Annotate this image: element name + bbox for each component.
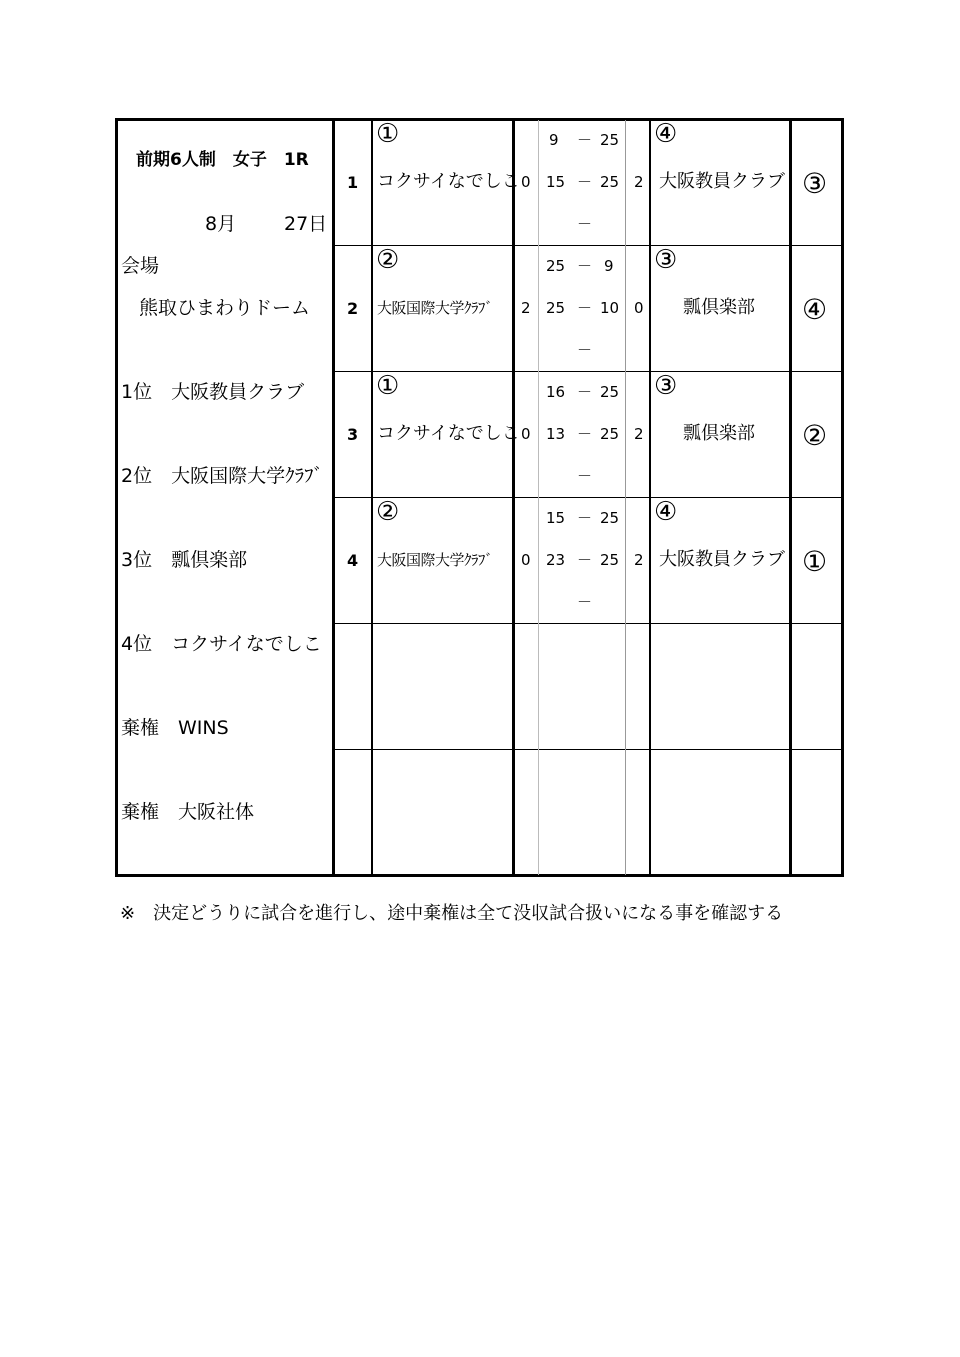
footnote: ※ 決定どうりに試合を進行し、途中棄権は全て没収試合扱いになる事を確認する <box>120 903 784 924</box>
col-divider-team-b <box>789 120 792 875</box>
ranking-item: 1位 大阪教員クラブ <box>121 381 305 403</box>
score-b: 10 <box>600 299 620 317</box>
score-dash: － <box>577 341 593 359</box>
score-dash: － <box>577 215 593 233</box>
team-a-sets: 0 <box>521 425 531 443</box>
team-b-name: 瓢倶楽部 <box>683 423 755 444</box>
col-divider-sets-a <box>538 120 539 875</box>
score-a: 15 <box>546 173 566 191</box>
score-b: 25 <box>600 383 620 401</box>
col-divider-no <box>371 120 373 875</box>
team-b-seed: ④ <box>654 497 678 527</box>
ranking-item: 棄権 WINS <box>121 717 229 739</box>
ranking-item: 4位 コクサイなでしこ <box>121 633 322 655</box>
team-b-sets: 0 <box>634 299 644 317</box>
score-b: 25 <box>600 173 620 191</box>
ranking-item: 3位 瓢倶楽部 <box>121 549 248 571</box>
ranking-item: 棄権 大阪社体 <box>121 801 255 823</box>
score-b: 25 <box>600 131 620 149</box>
score-sep: － <box>577 383 593 401</box>
team-b-seed: ④ <box>654 119 678 149</box>
score-a: 16 <box>546 383 566 401</box>
team-a-sets: 0 <box>521 173 531 191</box>
referee-team: ② <box>802 419 828 452</box>
score-a: 9 <box>549 131 559 149</box>
score-a: 25 <box>546 257 566 275</box>
referee-team: ① <box>802 545 828 578</box>
row-divider <box>333 371 841 372</box>
team-b-seed: ③ <box>654 371 678 401</box>
score-a: 25 <box>546 299 566 317</box>
score-sep: － <box>577 257 593 275</box>
team-b-sets: 2 <box>634 551 644 569</box>
col-divider-sets-b <box>649 120 651 875</box>
team-a-sets: 2 <box>521 299 531 317</box>
team-a-seed: ② <box>376 497 400 527</box>
score-b: 9 <box>604 257 614 275</box>
match-day: 27日 <box>284 213 328 235</box>
referee-team: ④ <box>802 293 828 326</box>
score-a: 15 <box>546 509 566 527</box>
score-sep: － <box>577 551 593 569</box>
team-a-seed: ② <box>376 245 400 275</box>
team-a-sets: 0 <box>521 551 531 569</box>
col-divider-score <box>625 120 626 875</box>
score-sep: － <box>577 509 593 527</box>
team-b-name: 大阪教員クラブ <box>659 171 785 192</box>
venue-label: 会場 <box>121 255 160 277</box>
score-sep: － <box>577 131 593 149</box>
score-b: 25 <box>600 509 620 527</box>
score-dash: － <box>577 593 593 611</box>
team-a-name: コクサイなでしこ <box>377 423 520 444</box>
team-a-seed: ① <box>376 119 400 149</box>
match-number: 3 <box>347 425 359 444</box>
team-b-sets: 2 <box>634 173 644 191</box>
score-dash: － <box>577 467 593 485</box>
ranking-item: 2位 大阪国際大学ｸﾗﾌﾞ <box>121 465 324 487</box>
venue-name: 熊取ひまわりドーム <box>139 297 311 319</box>
team-b-name: 瓢倶楽部 <box>683 297 755 318</box>
score-sep: － <box>577 425 593 443</box>
score-a: 13 <box>546 425 566 443</box>
referee-team: ③ <box>802 167 828 200</box>
col-divider-team-a <box>512 120 515 875</box>
score-a: 23 <box>546 551 566 569</box>
score-sep: － <box>577 173 593 191</box>
match-number: 2 <box>347 299 359 318</box>
team-b-name: 大阪教員クラブ <box>659 549 785 570</box>
row-divider <box>333 623 841 624</box>
team-a-seed: ① <box>376 371 400 401</box>
team-a-name: 大阪国際大学ｸﾗﾌﾞ <box>377 299 493 317</box>
team-a-name: 大阪国際大学ｸﾗﾌﾞ <box>377 551 493 569</box>
team-b-sets: 2 <box>634 425 644 443</box>
score-sep: － <box>577 299 593 317</box>
footnote-clip <box>120 903 842 929</box>
score-b: 25 <box>600 551 620 569</box>
row-divider <box>333 245 841 246</box>
tournament-title: 前期6人制 女子 1R <box>136 150 309 170</box>
row-divider <box>333 497 841 498</box>
match-number: 4 <box>347 551 359 570</box>
team-a-name: コクサイなでしこ <box>377 171 520 192</box>
score-b: 25 <box>600 425 620 443</box>
match-month: 8月 <box>205 213 237 235</box>
row-divider <box>333 749 841 750</box>
team-b-seed: ③ <box>654 245 678 275</box>
col-divider-info <box>332 120 335 875</box>
match-number: 1 <box>347 173 359 192</box>
